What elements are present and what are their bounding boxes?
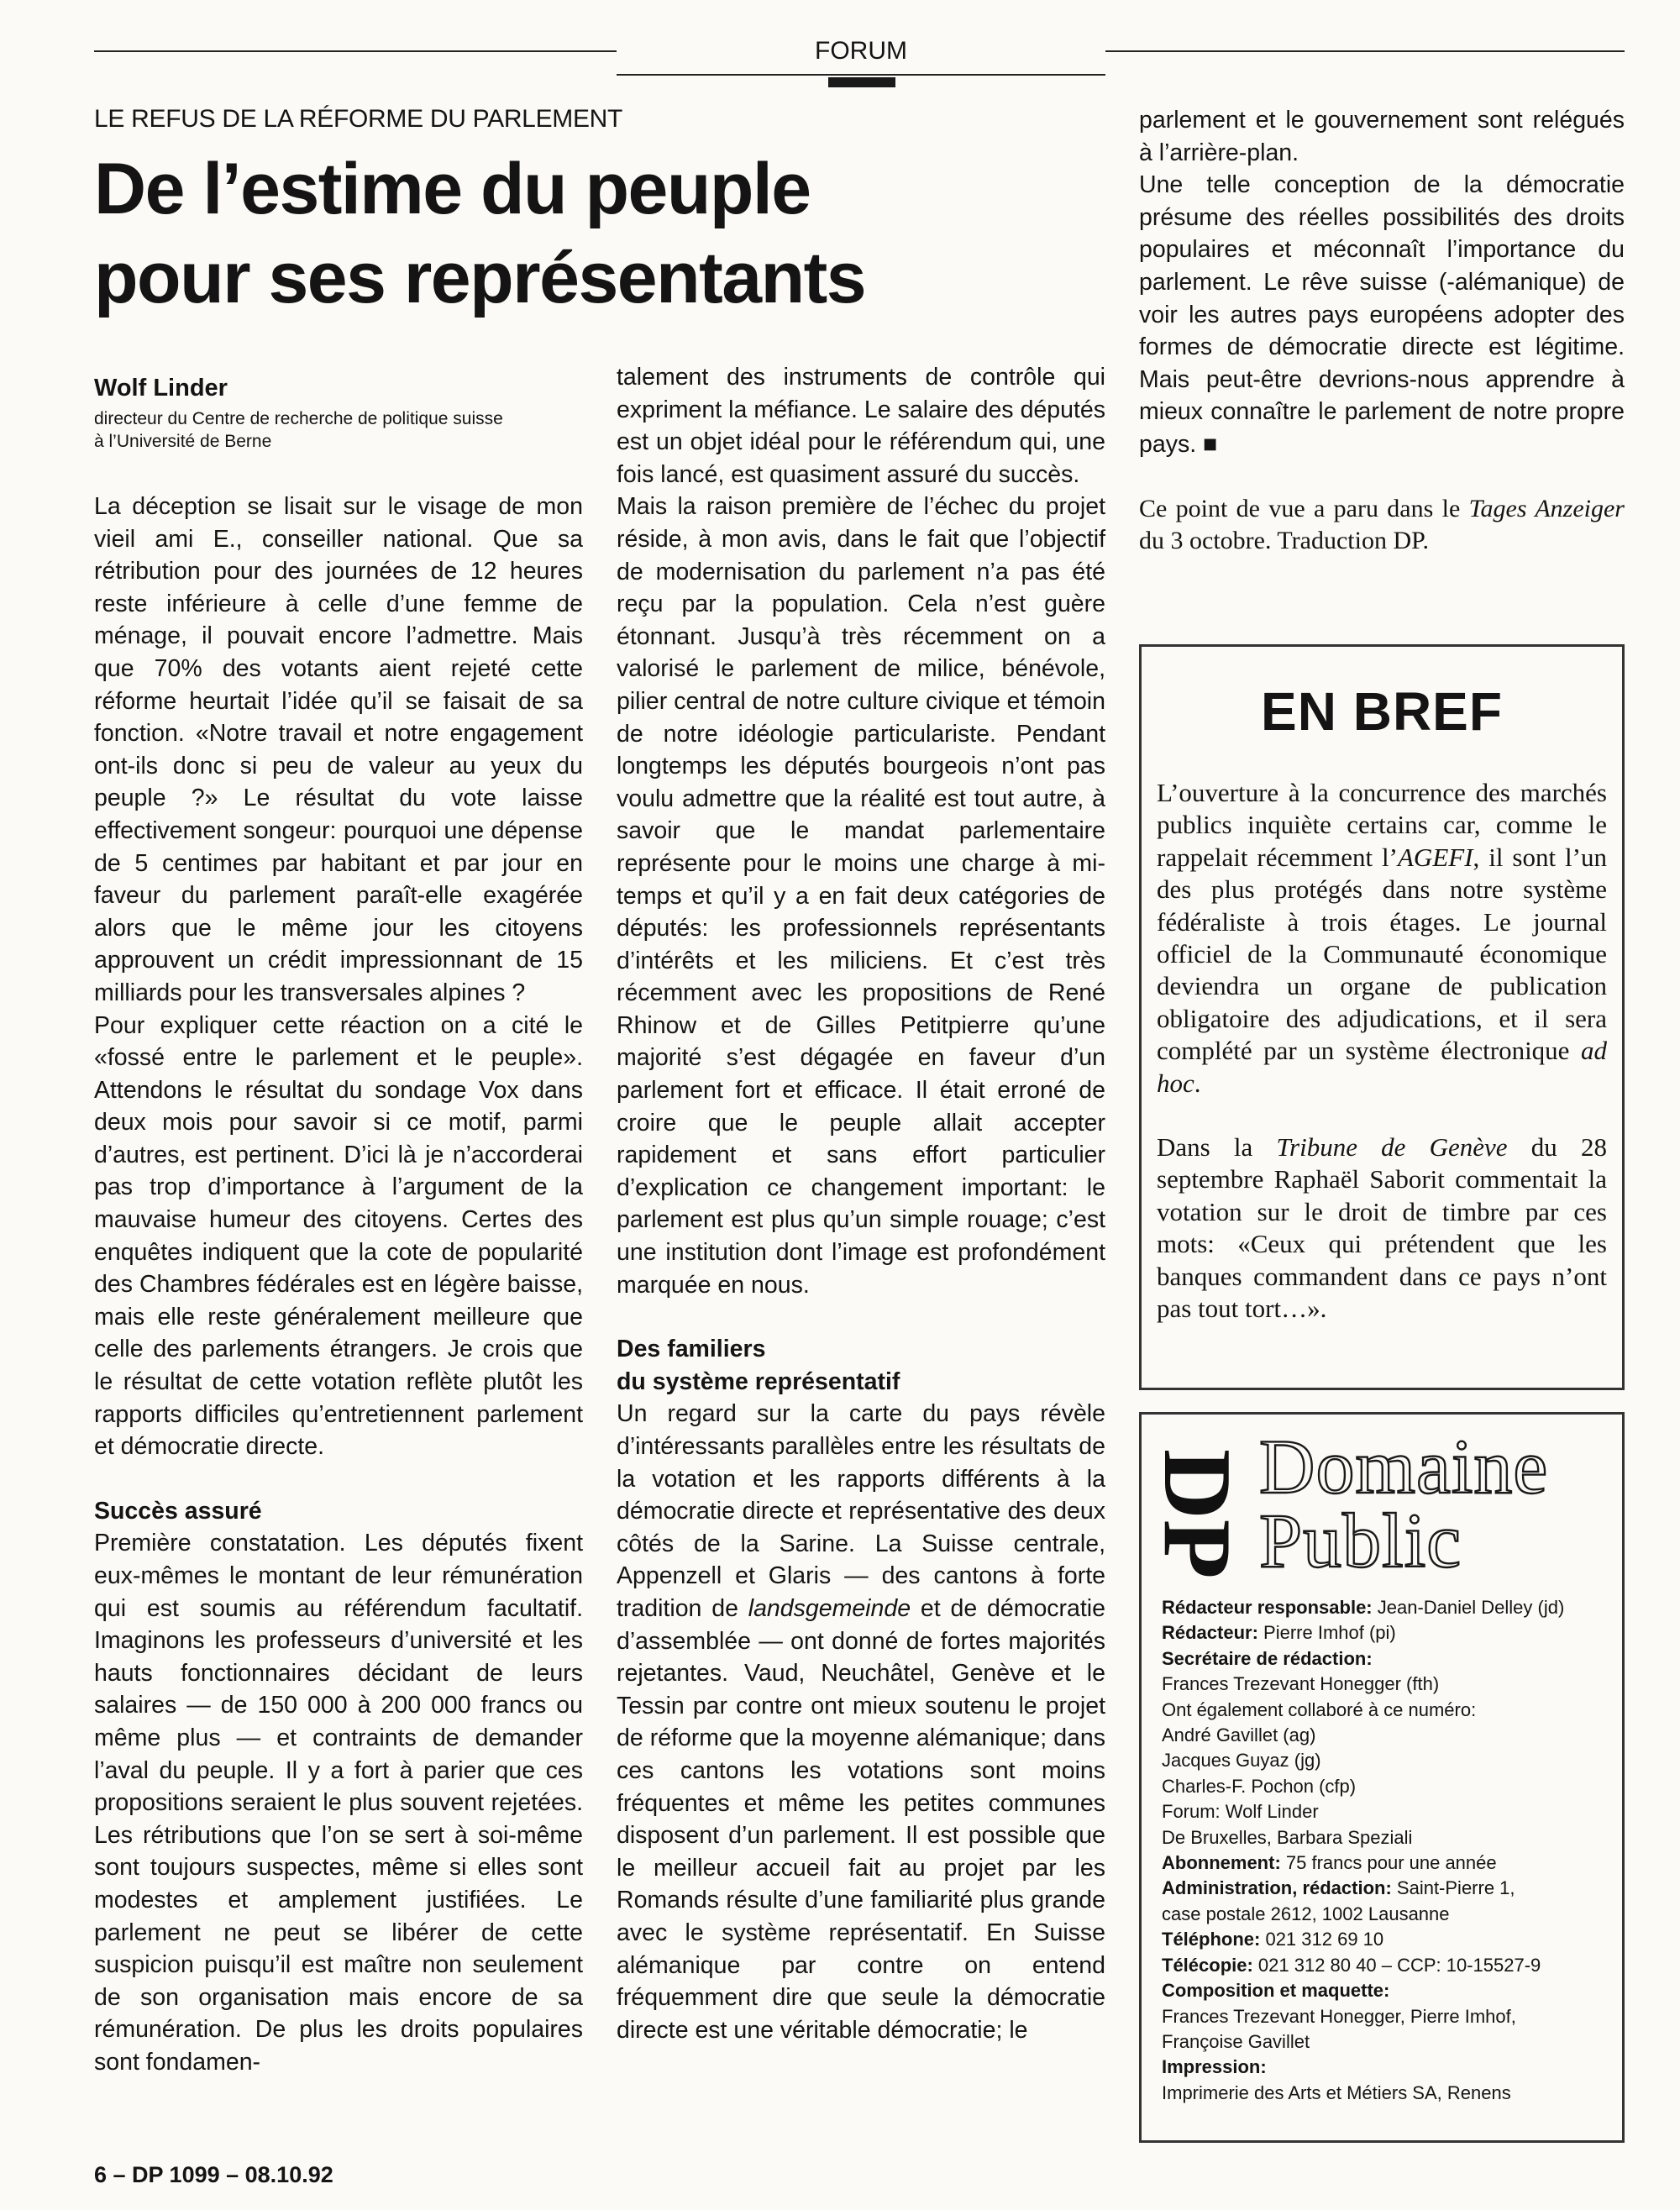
- colophon-line: [1162, 1672, 1609, 1697]
- dp-logo: [1143, 1436, 1251, 1583]
- colophon-line: [1162, 1927, 1609, 1952]
- colophon-value: André Gavillet (ag): [1162, 1724, 1316, 1746]
- colophon-line: [1162, 1902, 1609, 1927]
- colophon-label: Télécopie:: [1162, 1954, 1253, 1976]
- masthead-word-public: Public: [1259, 1498, 1462, 1583]
- header-rule-right: [1105, 50, 1625, 52]
- colophon-line: [1162, 1723, 1609, 1748]
- colophon-value: 75 francs pour une année: [1280, 1852, 1497, 1874]
- colophon-line: [1162, 1978, 1609, 2003]
- colophon-value: 021 312 69 10: [1260, 1929, 1384, 1950]
- en-bref-box: [1139, 644, 1625, 1390]
- colophon-label: Rédacteur responsable:: [1162, 1597, 1373, 1618]
- colophon-value: Frances Trezevant Honegger, Pierre Imhof,: [1162, 2005, 1516, 2027]
- colophon-line: [1162, 2081, 1609, 2106]
- colophon-value: Imprimerie des Arts et Métiers SA, Renens: [1162, 2081, 1511, 2103]
- masthead-box: [1139, 1412, 1625, 2143]
- colophon-value: Françoise Gavillet: [1162, 2030, 1310, 2052]
- colophon-line: [1162, 1646, 1609, 1672]
- article-column-2: [617, 361, 1105, 2046]
- paragraph: Une telle conception de la démocratie présume des réelles possibilités des droits populaires et méconnaît l’importance du parlement. Le rêve suisse (-alémanique) de voir les autres pays européens adopter des formes de démocratie directe est légitime. Mais peut-être devrions-nous apprendre à mieux connaître le parlement de notre propre pays. ■: [1139, 171, 1625, 458]
- paragraph: parlement et le gouvernement sont relégués à l’arrière-plan.: [1139, 107, 1625, 166]
- dp-logo-letters: DP: [1143, 1449, 1251, 1579]
- subhead-succes: Succès assuré: [94, 1497, 262, 1525]
- header-rule-left: [94, 50, 617, 52]
- en-bref-title: EN BREF: [1261, 681, 1503, 742]
- colophon-value: Charles-F. Pochon (cfp): [1162, 1775, 1357, 1797]
- colophon-line: [1162, 1876, 1609, 1901]
- colophon-line: [1162, 2029, 1609, 2055]
- subhead-familiers: Des familiers du système représentatif: [617, 1336, 900, 1395]
- headline-line-2: pour ses représentants: [94, 238, 866, 318]
- colophon-label: Rédacteur:: [1162, 1622, 1258, 1644]
- colophon-line: [1162, 1799, 1609, 1824]
- masthead-word-domaine: Domaine: [1259, 1424, 1549, 1509]
- colophon-value: Forum: Wolf Linder: [1162, 1801, 1319, 1823]
- colophon-line: [1162, 1953, 1609, 1978]
- colophon-label: Administration, rédaction:: [1162, 1877, 1392, 1899]
- article-headline: [94, 144, 865, 323]
- source-note: Ce point de vue a paru dans le Tages Anzeiger du 3 octobre. Traduction DP.: [1139, 494, 1625, 555]
- paragraph: Mais la raison première de l’échec du projet réside, à mon avis, dans le fait que l’objectif de modernisation du parlement n’a pas été reçu par la population. Cela n’est guère étonnant. Jusqu’à très récemment on a valorisé le parlement de milice, bénévole, pilier central de notre culture civique et témoin de notre idéologie particulariste. Pendant longtemps les députés bourgeois n’ont pas voulu admettre que la réalité est tout autre, à savoir que le mandat parlementaire représente pour le moins une charge à mi-temps et qu’il y a en fait deux catégories de députés: les professionnels représentants d’intérêts et les miliciens. Et c’est très récemment avec les propositions de René Rhinow et de Gilles Petitpierre qu’une majorité s’est dégagée en faveur d’un parlement fort et efficace. Il était erroné de croire que le peuple allait accepter rapidement et sans effort particulier d’explication ce changement important: le parlement est plus qu’un simple rouage; c’est une institution dont l’image est profondément marquée en nous.: [617, 493, 1105, 1299]
- colophon-label: Téléphone:: [1162, 1929, 1261, 1950]
- colophon-label: Secrétaire de rédaction:: [1162, 1647, 1373, 1669]
- colophon-line: [1162, 2055, 1609, 2080]
- paragraph: L’ouverture à la concurrence des marchés publics inquiète certains car, comme le rappelait récemment l’AGEFI, il sont l’un des plus protégés dans notre système fédéraliste à trois étages. Le journal officiel de la Communauté économique deviendra un organe de publication obligatoire des adjudications, et il sera complété par un système électronique ad hoc.: [1157, 778, 1607, 1098]
- colophon-value: Pierre Imhof (pi): [1257, 1622, 1396, 1644]
- paragraph: Pour expliquer cette réaction on a cité le «fossé entre le parlement et le peuple». Attendons le résultat du sondage Vox dans deux mois pour savoir si ce motif, parmi d’autres, est pertinent. D’ici là je n’accorderai pas trop d’importance à l’argument de la mauvaise humeur des citoyens. Certes des enquêtes indiquent que la cote de popularité des Chambres fédérales est en légère baisse, mais elle reste généralement meilleure que celle des parlements étrangers. Je crois que le résultat de cette votation reflète plutôt les rapports difficiles qu’entretiennent parlement et démocratie directe.: [94, 1011, 583, 1461]
- colophon-value: Ont également collaboré à ce numéro:: [1162, 1698, 1477, 1720]
- section-label: FORUM: [815, 37, 907, 65]
- colophon-line: [1162, 1698, 1609, 1723]
- article-column-1: [94, 491, 583, 2079]
- colophon-value: Frances Trezevant Honegger (fth): [1162, 1673, 1440, 1695]
- colophon: [1162, 1595, 1609, 2106]
- colophon-line: [1162, 1595, 1609, 1620]
- colophon-label: Composition et maquette:: [1162, 1980, 1390, 2002]
- colophon-value: Jacques Guyaz (jg): [1162, 1750, 1321, 1772]
- colophon-label: Impression:: [1162, 2056, 1267, 2078]
- colophon-line: [1162, 1748, 1609, 1773]
- colophon-line: [1162, 2004, 1609, 2029]
- paragraph: talement des instruments de contrôle qui expriment la méfiance. Le salaire des députés est un objet idéal pour le référendum qui, une fois lancé, est quasiment assuré du succès.: [617, 364, 1105, 488]
- article-kicker: LE REFUS DE LA RÉFORME DU PARLEMENT: [94, 105, 623, 133]
- paragraph: Un regard sur la carte du pays révèle d’intéressants parallèles entre les résultats de la votation et les rapports différents à la démocratie directe et représentative des deux côtés de la Sarine. La Suisse centrale, Appenzell et Glaris — des cantons à forte tradition de landsgemeinde et de démocratie d’assemblée — ont donné de fortes majorités rejetantes. Vaud, Neuchâtel, Genève et le Tessin par contre ont mieux soutenu le projet de réforme que la moyenne alémanique; dans ces cantons les votations sont moins fréquentes et même les petites communes disposent d’un parlement. Il est possible que le meilleur accueil fait au projet par les Romands résulte d’une familiarité plus grande avec le système représentatif. En Suisse alémanique par contre on entend fréquemment dire que seule la démocratie directe est une véritable démocratie; le: [617, 1400, 1105, 2044]
- colophon-line: [1162, 1825, 1609, 1850]
- page-folio: 6 – DP 1099 – 08.10.92: [94, 2162, 333, 2187]
- section-marker: [828, 77, 895, 87]
- en-bref-text: [1157, 777, 1607, 1325]
- colophon-label: Abonnement:: [1162, 1852, 1281, 1874]
- author-affiliation: directeur du Centre de recherche de politique suisse à l’Université de Berne: [94, 409, 503, 451]
- colophon-line: [1162, 1850, 1609, 1876]
- colophon-value: Saint-Pierre 1,: [1391, 1877, 1515, 1899]
- masthead-title: [1259, 1424, 1549, 1583]
- headline-line-1: De l’estime du peuple: [94, 149, 811, 229]
- paragraph: Dans la Tribune de Genève du 28 septembre Raphaël Saborit commentait la votation sur le droit de timbre par ces mots: «Ceux qui prétendent que les banques commandent dans ce pays n’ont pas tout tort…».: [1157, 1132, 1607, 1324]
- colophon-line: [1162, 1774, 1609, 1799]
- author-name: Wolf Linder: [94, 375, 228, 402]
- colophon-line: [1162, 1620, 1609, 1646]
- paragraph: Première constatation. Les députés fixent eux-mêmes le montant de leur rémunération qui est soumis au référendum facultatif. Imaginons les professeurs d’université et les hauts fonctionnaires décidant de leurs salaires — de 150 000 à 200 000 francs ou même plus — et contraints de demander l’aval du peuple. Il y a fort à parier que ces propositions seraient le plus souvent rejetées. Les rétributions que l’on se sert à soi-même sont toujours suspectes, même si elles sont modestes et amplement justifiées. Le parlement ne peut se libérer de cette suspicion puisqu’il est maître non seulement de son organisation mais encore de sa rémunération. De plus les droits populaires sont fondamen-: [94, 1530, 583, 2076]
- end-mark: ■: [1203, 430, 1218, 458]
- colophon-value: De Bruxelles, Barbara Speziali: [1162, 1826, 1413, 1848]
- colophon-value: case postale 2612, 1002 Lausanne: [1162, 1903, 1450, 1924]
- paragraph: La déception se lisait sur le visage de mon vieil ami E., conseiller national. Que sa rétribution pour des journées de 12 heures reste inférieure à celle d’une femme de ménage, il pouvait encore l’admettre. Mais que 70% des votants aient rejeté cette réforme heurtait l’idée qu’il se faisait de sa fonction. «Notre travail et notre engagement ont-ils donc si peu de valeur au yeux du peuple ?» Le résultat du vote laisse effectivement songeur: pourquoi une dépense de 5 centimes par habitant et par jour en faveur du parlement paraît-elle exagérée alors que le même jour les citoyens approuvent un crédit impressionnant de 15 milliards pour les transversales alpines ?: [94, 493, 583, 1006]
- colophon-value: 021 312 80 40 – CCP: 10-15527-9: [1252, 1954, 1541, 1976]
- article-column-3: [1139, 104, 1625, 558]
- colophon-value: Jean-Daniel Delley (jd): [1372, 1597, 1565, 1618]
- header-rule-mid: [617, 74, 1105, 76]
